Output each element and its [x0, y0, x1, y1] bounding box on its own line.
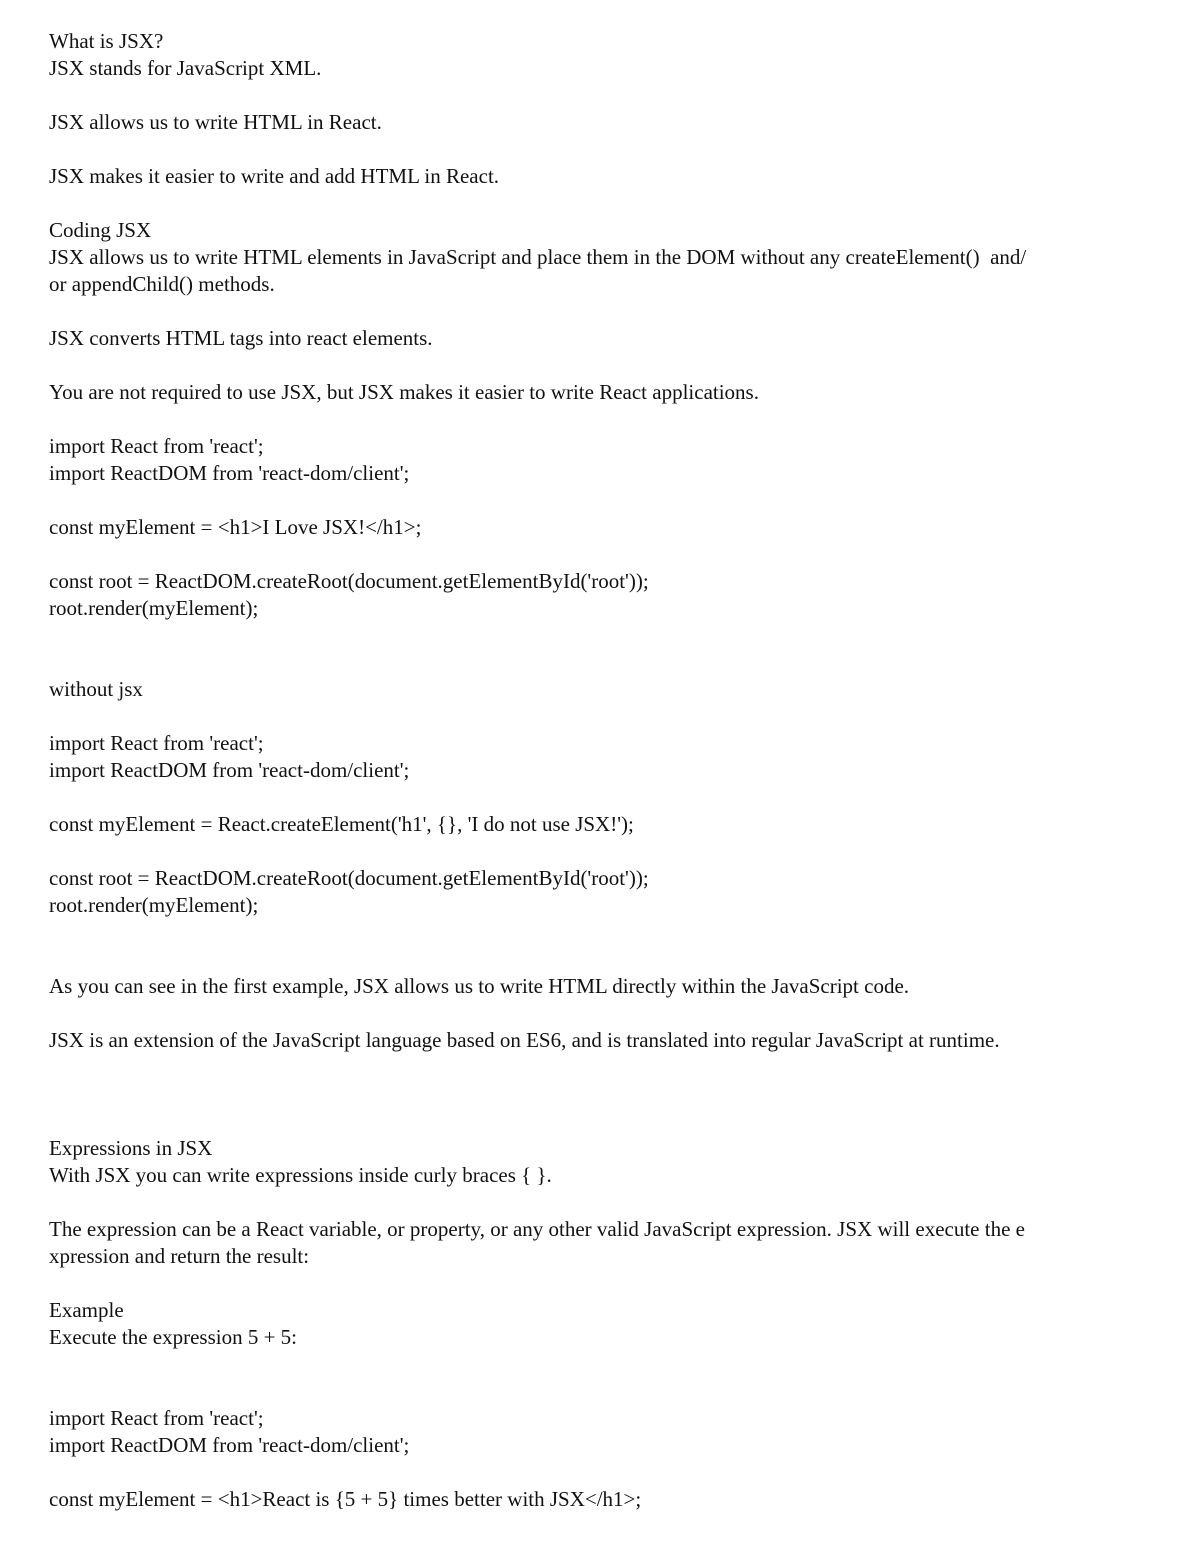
heading-coding-jsx: Coding JSX [49, 218, 152, 242]
code-block-element [49, 1486, 1159, 1513]
paragraph [49, 1216, 1159, 1270]
text-line: You are not required to use JSX, but JSX makes it easier to write React applications. [49, 380, 759, 404]
paragraph-expressions-in-jsx [49, 1135, 1159, 1189]
code-line: const myElement = React.createElement('h1', {}, 'I do not use JSX!'); [49, 812, 634, 836]
text-line: The expression can be a React variable, or property, or any other valid JavaScript expression. JSX will execute the e [49, 1217, 1025, 1241]
code-line: root.render(myElement); [49, 893, 259, 917]
heading-without-jsx: without jsx [49, 677, 143, 701]
text-line: JSX allows us to write HTML in React. [49, 110, 382, 134]
text-line: Execute the expression 5 + 5: [49, 1325, 298, 1349]
code-line: root.render(myElement); [49, 596, 259, 620]
code-line: import ReactDOM from 'react-dom/client'; [49, 461, 410, 485]
text-line: JSX stands for JavaScript XML. [49, 56, 322, 80]
text-line: JSX converts HTML tags into react elements. [49, 326, 433, 350]
text-line: With JSX you can write expressions inside curly braces { }. [49, 1163, 552, 1187]
code-block-imports [49, 1405, 1159, 1459]
paragraph [49, 163, 1159, 190]
code-line: import React from 'react'; [49, 434, 264, 458]
heading-what-is-jsx: What is JSX? [49, 29, 164, 53]
code-block-render [49, 865, 1159, 919]
paragraph [49, 1027, 1159, 1054]
paragraph-what-is-jsx [49, 28, 1159, 82]
paragraph [49, 973, 1159, 1000]
paragraph [49, 379, 1159, 406]
code-block-element [49, 811, 1159, 838]
code-line: const myElement = <h1>I Love JSX!</h1>; [49, 515, 422, 539]
paragraph-without-jsx [49, 676, 1159, 703]
code-line: const root = ReactDOM.createRoot(document.getElementById('root')); [49, 569, 649, 593]
code-line: import React from 'react'; [49, 1406, 264, 1430]
text-line: As you can see in the first example, JSX allows us to write HTML directly within the JavaScript code. [49, 974, 910, 998]
document-page [49, 28, 1159, 1540]
code-line: const root = ReactDOM.createRoot(document.getElementById('root')); [49, 866, 649, 890]
code-block-imports [49, 730, 1159, 784]
paragraph [49, 325, 1159, 352]
paragraph [49, 109, 1159, 136]
paragraph-coding-jsx [49, 217, 1159, 298]
code-block-element [49, 514, 1159, 541]
code-block-imports [49, 433, 1159, 487]
text-line: JSX allows us to write HTML elements in JavaScript and place them in the DOM without any createElement() and/ [49, 245, 1027, 269]
code-line: const myElement = <h1>React is {5 + 5} times better with JSX</h1>; [49, 1487, 642, 1511]
code-line: import ReactDOM from 'react-dom/client'; [49, 1433, 410, 1457]
paragraph-example [49, 1297, 1159, 1351]
code-block-render [49, 568, 1159, 622]
text-line: JSX makes it easier to write and add HTML in React. [49, 164, 500, 188]
code-line: import React from 'react'; [49, 731, 264, 755]
text-line: xpression and return the result: [49, 1244, 310, 1268]
heading-expressions-in-jsx: Expressions in JSX [49, 1136, 213, 1160]
heading-example: Example [49, 1298, 124, 1322]
text-line: or appendChild() methods. [49, 272, 275, 296]
code-line: import ReactDOM from 'react-dom/client'; [49, 758, 410, 782]
text-line: JSX is an extension of the JavaScript language based on ES6, and is translated into regular JavaScript at runtime. [49, 1028, 1000, 1052]
